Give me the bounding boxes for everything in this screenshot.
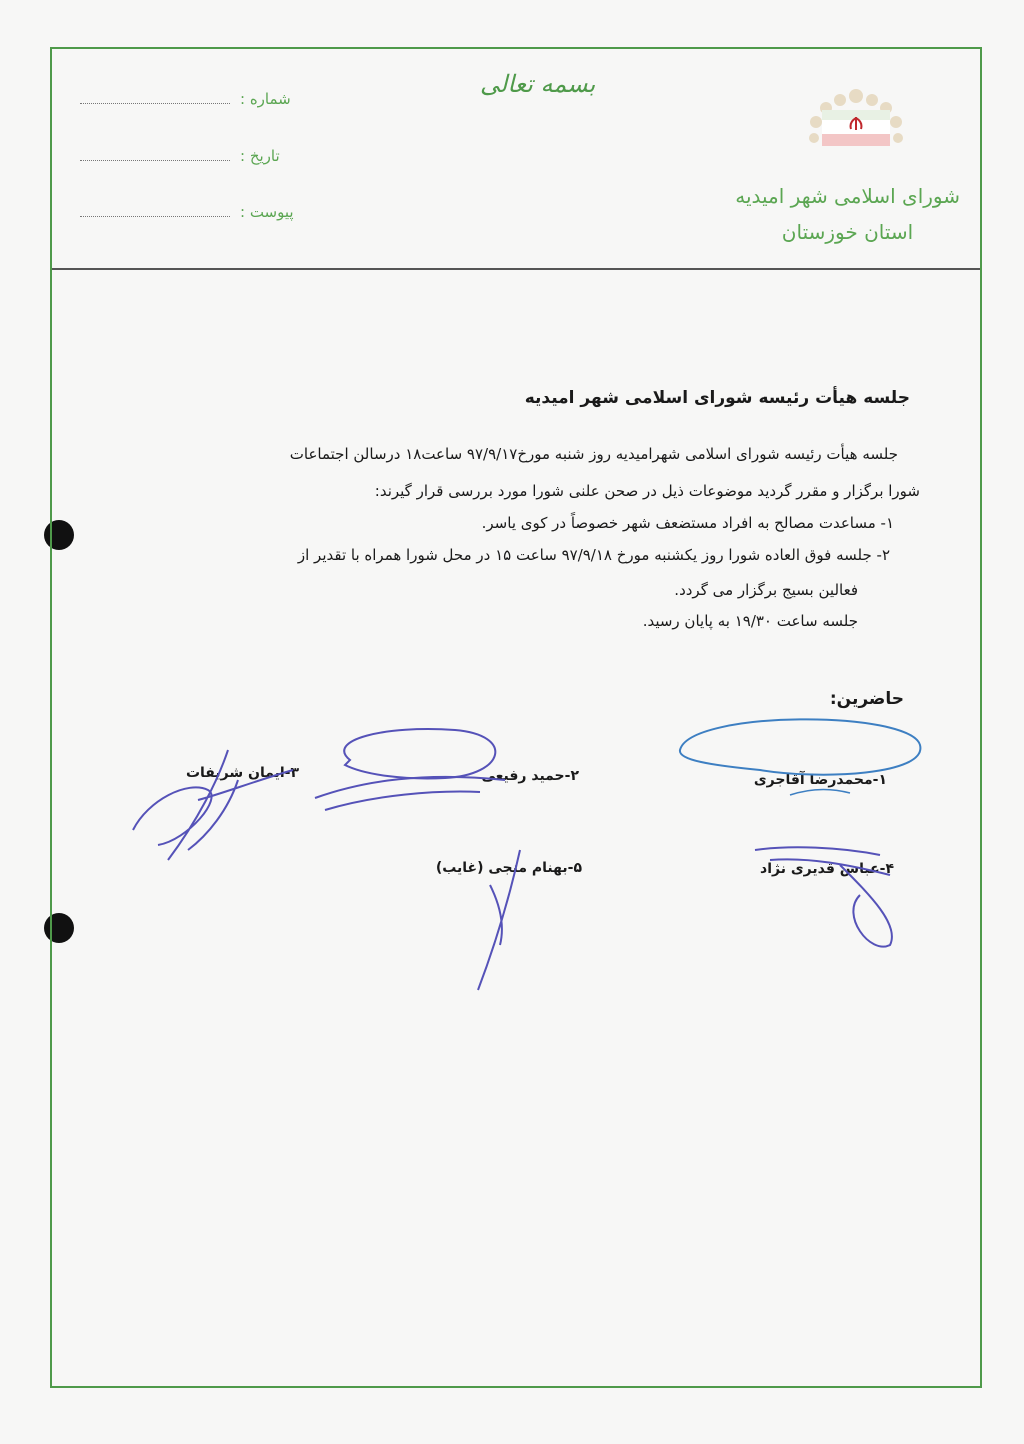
date-label: تاریخ : <box>240 147 280 165</box>
signature-2-icon <box>305 720 515 820</box>
council-emblem-icon <box>800 84 912 164</box>
attendee-3: ۳-ایمان شریفات <box>185 765 299 781</box>
agenda-item-2-line-1: ۲- جلسه فوق العاده شورا روز یکشنبه مورخ ۹۷/۹/۱۸ ساعت ۱۵ در محل شورا همراه با تقدیر از <box>297 546 890 564</box>
attachment-label: پیوست : <box>240 203 294 221</box>
minutes-title: جلسه هیأت رئیسه شورای اسلامی شهر امیدیه <box>524 388 910 408</box>
agenda-item-2-line-2: فعالین بسیج برگزار می گردد. <box>674 581 858 599</box>
bismillah-calligraphy: بسمه تعالی <box>480 70 596 98</box>
org-name: شورای اسلامی شهر امیدیه <box>735 184 960 208</box>
number-field <box>80 90 291 108</box>
header-divider <box>52 268 980 270</box>
attendees-heading: حاضرین: <box>829 689 904 709</box>
signature-4-icon <box>750 835 920 955</box>
signature-3-icon <box>128 740 308 870</box>
attendee-4: ۴-عباس قدیری نژاد <box>760 861 894 877</box>
signature-5-icon <box>470 845 530 995</box>
signature-1-icon <box>670 710 930 810</box>
attachment-field <box>80 203 294 221</box>
closing-line: جلسه ساعت ۱۹/۳۰ به پایان رسید. <box>642 612 858 630</box>
intro-line-1: جلسه هیأت رئیسه شورای اسلامی شهرامیدیه روز شنبه مورخ۹۷/۹/۱۷ ساعت۱۸ درسالن اجتماعات <box>289 445 898 463</box>
attendee-2: ۲-حمید رفیعی <box>481 768 579 784</box>
attendee-1: ۱-محمدرضا آقاجری <box>753 772 887 788</box>
number-label: شماره : <box>240 90 291 108</box>
province-name: استان خوزستان <box>781 220 914 244</box>
attachment-line <box>80 206 230 217</box>
intro-line-2: شورا برگزار و مقرر گردید موضوعات ذیل در صحن علنی شورا مورد بررسی قرار گیرند: <box>374 482 920 500</box>
attendee-5: ۵-بهنام منجی (غایب) <box>435 860 582 876</box>
date-line <box>80 150 230 161</box>
number-line <box>80 93 230 104</box>
date-field <box>80 147 280 165</box>
agenda-item-1: ۱- مساعدت مصالح به افراد مستضعف شهر خصوصاً در کوی یاسر. <box>481 514 894 532</box>
